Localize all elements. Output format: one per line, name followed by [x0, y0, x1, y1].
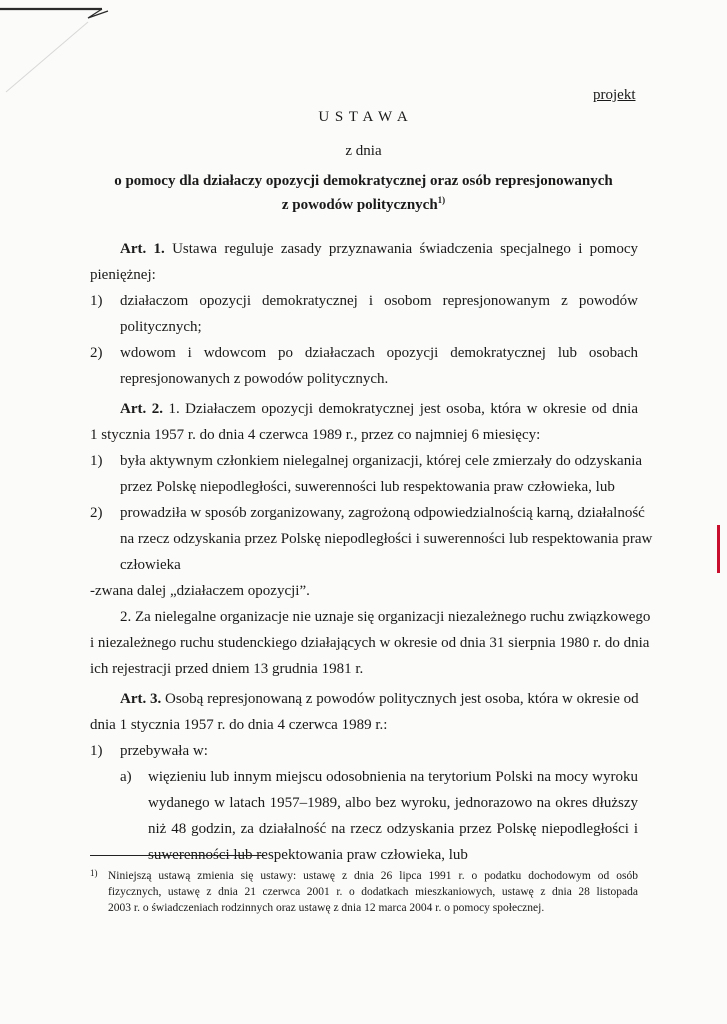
art3-sub-a-num: a)	[120, 769, 132, 785]
art3-sub-a-line-3: niż 48 godzin, za działalność na rzecz odzyskania przez Polskę niepodległości i	[148, 821, 638, 837]
art2-para2-line-2: i niezależnego ruchu studenckiego działających w okresie od dnia 31 sierpnia 1980 r. do dnia	[90, 635, 650, 651]
art1-intro-line-1: Art. 1. Ustawa reguluje zasady przyznawania świadczenia specjalnego i pomocy	[120, 241, 638, 257]
art2-label: Art. 2.	[120, 401, 163, 417]
act-type-heading: U S T A W A	[318, 109, 409, 125]
act-title-line-2: z powodów politycznych$^{1)}$	[281, 195, 446, 213]
art3-item-1-text: przebywała w:	[120, 743, 208, 759]
footnote-separator	[90, 855, 265, 856]
footnote-line-1: Niniejszą ustawą zmienia się ustawy: ustawę z dnia 26 lipca 1991 r. o podatku dochodowym od osób	[108, 870, 638, 882]
art1-item-1-line-1: działaczom opozycji demokratycznej i osobom represjonowanym z powodów	[120, 293, 638, 309]
art2-para2-line-3: ich rejestracji przed dniem 13 grudnia 1981 r.	[90, 661, 364, 677]
draft-label: projekt	[593, 87, 636, 103]
art3-item-1-num: 1)	[90, 743, 103, 759]
art2-item-2-line-2: na rzecz odzyskania przez Polskę niepodległości i suwerenności lub respektowania praw	[120, 531, 653, 547]
art2-item-1-line-2: przez Polskę niepodległości, suwerenności lub respektowania praw człowieka, lub	[120, 479, 615, 495]
art1-item-2-num: 2)	[90, 345, 103, 361]
art1-item-2-line-1: wdowom i wdowcom po działaczach opozycji demokratycznej lub osobach	[120, 345, 638, 361]
art3-intro-line-1: Art. 3. Osobą represjonowaną z powodów politycznych jest osoba, która w okresie od	[120, 691, 639, 707]
art2-closing: -zwana dalej „działaczem opozycji”.	[90, 583, 310, 599]
scan-edge-mark	[717, 525, 720, 573]
scan-corner-mark	[0, 0, 110, 100]
art2-item-1-num: 1)	[90, 453, 103, 469]
art2-item-2-line-1: prowadziła w sposób zorganizowany, zagrożoną odpowiedzialnością karną, działalność	[120, 505, 645, 521]
art3-label: Art. 3.	[120, 691, 162, 707]
art1-item-2-line-2: represjonowanych z powodów politycznych.	[120, 371, 389, 387]
art1-item-1-num: 1)	[90, 293, 103, 309]
act-title-line-1: o pomocy dla działaczy opozycji demokratycznej oraz osób represjonowanych	[114, 173, 613, 189]
art2-item-2-line-3: człowieka	[120, 557, 181, 573]
footnote-line-2: fizycznych, ustawę z dnia 21 czerwca 2001 r. o dodatkach mieszkaniowych, ustawę z dnia 28 listopada	[108, 886, 638, 898]
art3-sub-a-line-2: wydanego w latach 1957–1989, albo bez wyroku, jednorazowo na okres dłuższy	[148, 795, 638, 811]
date-line: z dnia	[345, 143, 382, 159]
art2-intro-line-2: 1 stycznia 1957 r. do dnia 4 czerwca 1989 r., przez co najmniej 6 miesięcy:	[90, 427, 541, 443]
title-footnote-mark: 1)	[437, 195, 446, 205]
art2-intro-line-1: Art. 2. 1. Działaczem opozycji demokratycznej jest osoba, która w okresie od dnia	[120, 401, 639, 417]
footnote-line-3: 2003 r. o świadczeniach rodzinnych oraz ustawę z dnia 12 marca 2004 r. o pomocy społecznej.	[108, 902, 545, 914]
art2-para2-line-1: 2. Za nielegalne organizacje nie uznaje się organizacji niezależnego ruchu związkowego	[120, 609, 651, 625]
art3-intro-line-2: dnia 1 stycznia 1957 r. do dnia 4 czerwca 1989 r.:	[90, 717, 388, 733]
art3-sub-a-line-4: suwerenności lub respektowania praw człowieka, lub	[148, 847, 468, 863]
art2-item-1-line-1: była aktywnym członkiem nielegalnej organizacji, której cele zmierzały do odzyskania	[120, 453, 643, 469]
art3-sub-a-line-1: więzieniu lub innym miejscu odosobnienia na terytorium Polski na mocy wyroku	[148, 769, 638, 785]
art2-item-2-num: 2)	[90, 505, 103, 521]
art1-item-1-line-2: politycznych;	[120, 319, 202, 335]
art1-intro-line-2: pieniężnej:	[90, 267, 156, 283]
footnote-mark: 1)	[90, 868, 98, 878]
art1-label: Art. 1.	[120, 241, 165, 257]
